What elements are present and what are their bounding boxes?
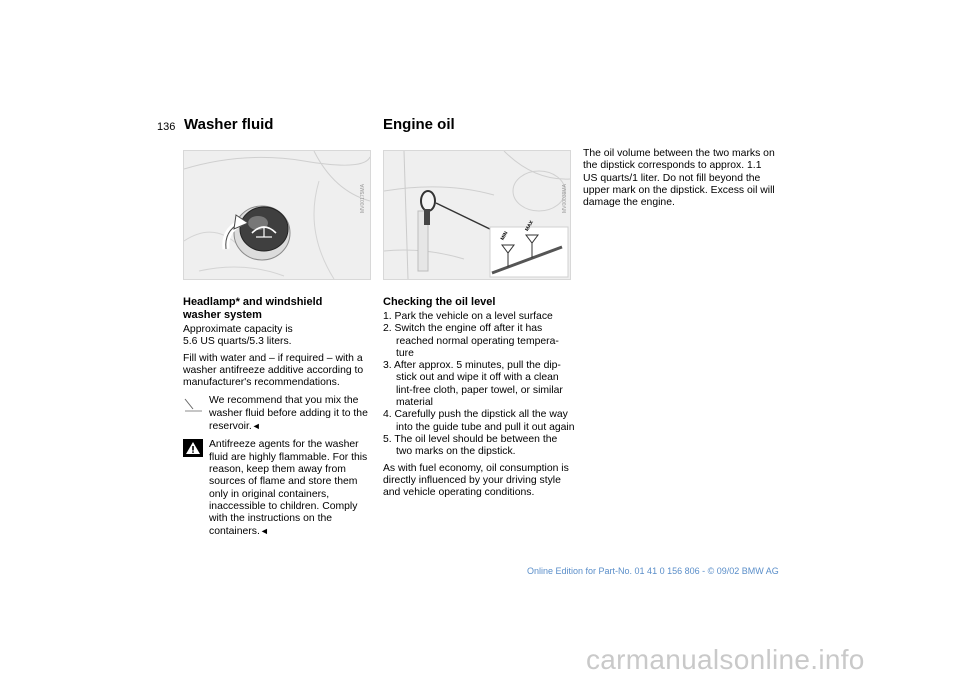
- note-arrow-icon: [183, 395, 203, 413]
- figure-code: MV00039MA: [562, 184, 568, 213]
- oil-volume-text: The oil volume between the two marks on the dipstick corresponds to approx. 1.1 US quarts/1 liter. Do not fill beyond the upper mark on the dipstick. Excess oil will damage the engine.: [583, 148, 775, 209]
- oil-volume-column: [583, 148, 775, 213]
- washer-system-heading: Headlamp* and windshield washer system: [183, 296, 323, 321]
- list-item: 5. The oil level should be between the two marks on the dipstick.: [383, 433, 558, 458]
- list-item: 2. Switch the engine off after it has reached normal operating tempera-ture: [383, 323, 559, 359]
- washer-fluid-column: [183, 296, 373, 545]
- flammable-warning: Antifreeze agents for the washer fluid are highly flammable. For this reason, keep them away from sources of flame and store them only in original containers, inaccessible to children. Comply with the instructions on the containers.◄: [183, 439, 373, 538]
- figure-code: MV00175MA: [360, 184, 366, 213]
- footer-edition: Online Edition for Part-No. 01 41 0 156 806 - © 09/02 BMW AG: [527, 566, 779, 576]
- list-item: 4. Carefully push the dipstick all the way into the guide tube and pull it out again: [383, 409, 575, 433]
- section-title-washer-fluid: Washer fluid: [184, 116, 274, 133]
- warning-icon: [183, 439, 203, 457]
- list-item: 1. Park the vehicle on a level surface: [383, 311, 553, 322]
- oil-consumption-text: As with fuel economy, oil consumption is directly influenced by your driving style and vehicle operating conditions.: [383, 462, 569, 499]
- capacity-text: Approximate capacity is 5.6 US quarts/5.3 liters.: [183, 324, 293, 348]
- dipstick-illustration: [383, 150, 571, 280]
- dipstick-min-label: MIN: [499, 230, 510, 242]
- fill-instructions: Fill with water and – if required – with a washer antifreeze additive according to manufacturer's recommendations.: [183, 352, 364, 389]
- page-number: 136: [157, 121, 176, 133]
- checking-oil-heading: Checking the oil level: [383, 296, 496, 308]
- list-item: 3. After approx. 5 minutes, pull the dip-stick out and wipe it off with a clean lint-free cloth, paper towel, or similar material: [383, 360, 563, 409]
- section-title-engine-oil: Engine oil: [383, 116, 455, 133]
- recommendation-note: We recommend that you mix the washer fluid before adding it to the reservoir.◄: [183, 395, 373, 433]
- dipstick-max-label: MAX: [524, 219, 535, 233]
- oil-check-steps: [383, 311, 575, 459]
- engine-oil-column: [383, 296, 575, 503]
- watermark: carmanualsonline.info: [586, 644, 865, 675]
- washer-reservoir-illustration: [183, 150, 371, 280]
